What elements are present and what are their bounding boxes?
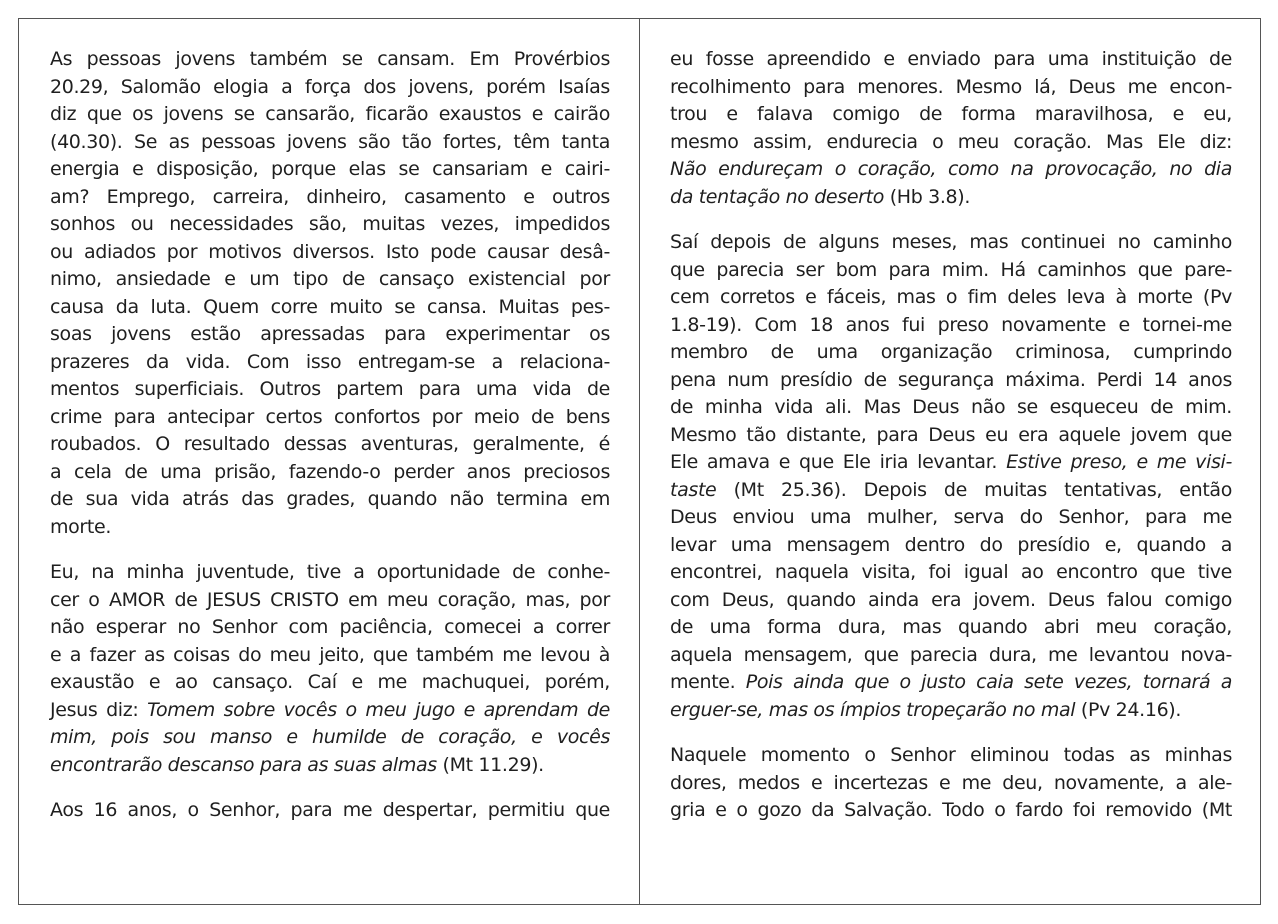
italic-quote-text: Tomem sobre vocês o meu jugo e aprendam de [147,698,611,721]
body-text: levar uma mensagem dentro do presídio e, quando a [670,533,1232,556]
body-text: e a fazer as coisas do meu jeito, que também me levou à [50,643,610,666]
body-text: ou adiados por motivos diversos. Isto pode causar desâ- [50,240,610,263]
body-text: Jesus diz: [50,698,148,721]
body-text: eu fosse apreendido e enviado para uma instituição de [670,48,1232,70]
text-line [50,184,610,212]
body-text: prazeres da vida. Com isso entregam-se a relaciona- [50,350,610,373]
paragraph [670,229,1232,724]
text-line [50,486,610,514]
right-page [639,18,1261,905]
text-line [50,614,610,642]
body-text: causa da luta. Quem corre muito se cansa. Muitas pes- [50,295,610,318]
text-line [50,697,610,725]
body-text: mentos superficiais. Outros partem para uma vida de [50,378,610,400]
body-text: (Hb 3.8). [884,185,971,208]
text-line [670,587,1232,615]
text-line [50,74,610,102]
body-text: cer o AMOR de JESUS CRISTO em meu coração, mas, por [50,588,610,611]
text-line [50,211,610,239]
body-text: 20.29, Salomão elogia a força dos jovens, porém Isaías [50,75,610,98]
body-text: cem corretos e fáceis, mas o fim deles leva à morte (Pv [670,286,1232,308]
text-line [50,559,610,587]
text-line [670,532,1232,560]
text-line [50,404,610,432]
left-page [18,18,640,905]
body-text: energia e disposição, porque elas se cansariam e cairi- [50,158,610,180]
body-text: a cela de uma prisão, fazendo-o perder anos preciosos [50,460,610,483]
body-text: morte. [50,515,112,538]
text-line [50,349,610,377]
body-text: gria e o gozo da Salvação. Todo o fardo foi removido (Mt [670,799,1232,821]
text-line [50,101,610,129]
body-text: sonhos ou necessidades são, muitas vezes, impedidos [50,213,610,235]
text-line [670,504,1232,532]
body-text: (Pv 24.16). [1075,698,1182,721]
text-line [670,184,1232,212]
body-text: Deus enviou uma mulher, serva do Senhor, para me [670,506,1232,528]
text-line [50,266,610,294]
italic-quote-text: taste [670,478,717,501]
body-text: soas jovens estão apressadas para experimentar os [50,323,610,345]
text-line [50,156,610,184]
text-line [670,477,1232,505]
body-text: de sua vida atrás das grades, quando não termina em [50,488,610,510]
body-text: Naquele momento o Senhor eliminou todas as minhas [670,744,1232,766]
text-line [670,394,1232,422]
italic-quote-text: Estive preso, e me visi- [1006,451,1232,473]
text-line [50,129,610,157]
body-text: de uma forma dura, mas quando abri meu coração, [670,616,1232,638]
text-line [50,724,610,752]
text-line [50,587,610,615]
body-text: (40.30). Se as pessoas jovens são tão fortes, têm tanta [50,130,610,153]
text-line [670,422,1232,450]
body-text: Saí depois de alguns meses, mas continuei no caminho [670,231,1232,253]
text-line [670,101,1232,129]
body-text: pena num presídio de segurança máxima. Perdi 14 anos [670,368,1232,391]
body-text: trou e falava comigo de forma maravilhosa, e eu, [670,103,1232,125]
text-line [50,642,610,670]
body-text: Mesmo tão distante, para Deus eu era aquele jovem que [670,423,1232,446]
body-text: roubados. O resultado dessas aventuras, geralmente, é [50,433,610,455]
italic-quote-text: encontrarão descanso para as suas almas [50,753,437,776]
paragraph [50,797,610,825]
body-text: Ele amava e que Ele iria levantar. [670,451,1007,473]
body-text: Aos 16 anos, o Senhor, para me despertar, permitiu que [50,799,610,821]
text-line [670,129,1232,157]
text-line [670,697,1232,725]
text-line [670,642,1232,670]
text-line [670,339,1232,367]
body-text: exaustão e ao cansaço. Caí e me machuquei, porém, [50,671,610,693]
text-line [50,669,610,697]
body-text: Eu, na minha juventude, tive a oportunidade de conhe- [50,561,610,583]
text-line [50,431,610,459]
paragraph [50,46,610,541]
text-line [50,294,610,322]
italic-quote-text: Pois ainda que o justo caia sete vezes, tornará a [745,671,1232,693]
text-line [670,614,1232,642]
text-line [50,239,610,267]
body-text: com Deus, quando ainda era jovem. Deus falou comigo [670,588,1232,611]
text-line [50,752,610,780]
text-line [670,229,1232,257]
text-line [670,367,1232,395]
body-text: de minha vida ali. Mas Deus não se esqueceu de mim. [670,396,1232,418]
body-text: nimo, ansiedade e um tipo de cansaço existencial por [50,268,610,290]
body-text: dores, medos e incertezas e me deu, novamente, a ale- [670,771,1232,794]
body-text: não esperar no Senhor com paciência, comecei a correr [50,616,610,638]
right-page-text [670,46,1232,843]
body-text: membro de uma organização criminosa, cumprindo [670,341,1232,363]
text-line [670,449,1232,477]
paragraph [50,559,610,779]
body-text: diz que os jovens se cansarão, ficarão exaustos e cairão [50,103,610,125]
text-line [670,559,1232,587]
body-text: recolhimento para menores. Mesmo lá, Deus me encon- [670,75,1232,98]
text-line [670,284,1232,312]
body-text: mesmo assim, endurecia o meu coração. Mas Ele diz: [670,130,1232,153]
text-line [670,74,1232,102]
italic-quote-text: erguer-se, mas os ímpios tropeçarão no mal [670,698,1076,721]
body-text: crime para antecipar certos confortos por meio de bens [50,405,610,428]
body-text: mente. [670,671,746,693]
text-line [670,797,1232,825]
text-line [50,321,610,349]
italic-quote-text: Não endureçam o coração, como na provocação, no dia [670,158,1232,180]
text-line [50,514,610,542]
text-line [670,46,1232,74]
body-text: aquela mensagem, que parecia dura, me levantou nova- [670,643,1232,666]
body-text: As pessoas jovens também se cansam. Em Provérbios [50,48,610,70]
left-page-text [50,46,610,843]
paragraph [670,742,1232,825]
italic-quote-text: mim, pois sou manso e humilde de coração, e vocês [50,726,610,748]
text-line [670,742,1232,770]
body-text: que parecia ser bom para mim. Há caminhos que pare- [670,258,1232,281]
text-line [670,156,1232,184]
body-text: (Mt 25.36). Depois de muitas tentativas, então [716,478,1232,501]
body-text: 1.8-19). Com 18 anos fui preso novamente e tornei-me [670,313,1232,336]
text-line [670,312,1232,340]
paragraph [670,46,1232,211]
text-line [50,46,610,74]
text-line [670,257,1232,285]
body-text: (Mt 11.29). [436,753,544,776]
text-line [670,770,1232,798]
body-text: am? Emprego, carreira, dinheiro, casamento e outros [50,185,610,208]
body-text: encontrei, naquela visita, foi igual ao encontro que tive [670,561,1232,583]
text-line [50,376,610,404]
text-line [50,459,610,487]
text-line [670,669,1232,697]
italic-quote-text: da tentação no deserto [670,185,885,208]
text-line [50,797,610,825]
